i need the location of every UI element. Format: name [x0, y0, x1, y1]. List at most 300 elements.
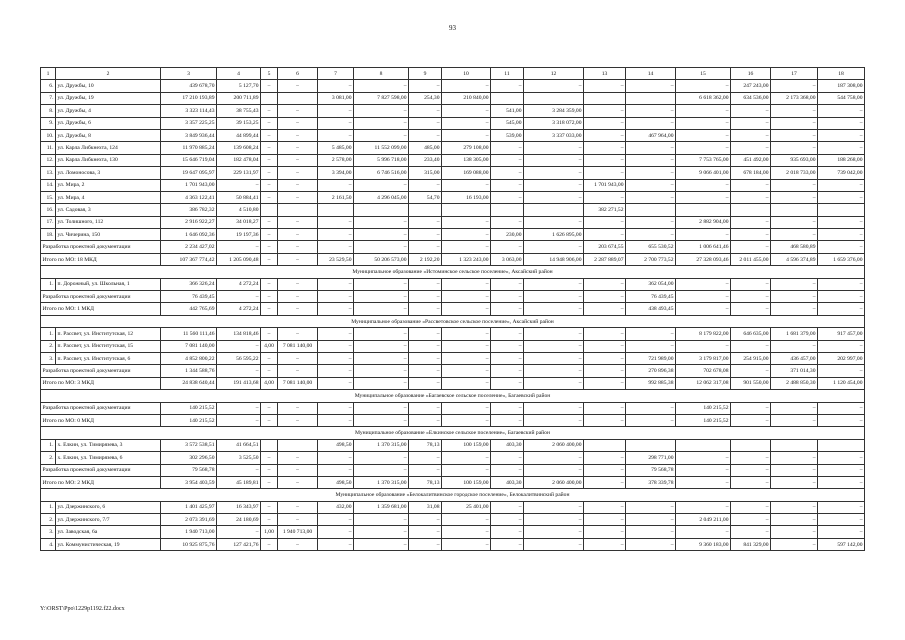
table-cell: 702 678,08 [676, 365, 731, 377]
table-cell: – [442, 402, 491, 414]
table-cell: – [491, 526, 524, 538]
table-cell: – [261, 464, 278, 476]
table-cell: 229 131,97 [217, 167, 261, 179]
table-cell: – [584, 328, 626, 340]
table-cell: 78,13 [409, 476, 442, 488]
table-cell: 4 852 800,22 [161, 352, 217, 364]
summary-label: Итого по МО: 0 МКД [41, 414, 161, 426]
row-number-cell: 2. [41, 452, 56, 464]
table-cell: – [261, 253, 278, 265]
table-cell: 298 771,00 [626, 452, 676, 464]
table-cell: – [442, 452, 491, 464]
table-cell: 739 042,00 [818, 167, 865, 179]
row-number-cell: 1. [41, 328, 56, 340]
address-cell: ул. Дружбы, 4 [56, 105, 161, 117]
table-cell: – [818, 179, 865, 191]
row-number-cell: 15. [41, 191, 56, 203]
table-row [41, 340, 865, 352]
table-cell: 7 753 765,00 [676, 154, 731, 166]
table-cell: – [524, 179, 584, 191]
address-cell: х. Елкин, ул. Тимирязева, 6 [56, 452, 161, 464]
table-cell: – [676, 340, 731, 352]
table-cell: 1 370 315,00 [354, 476, 409, 488]
table-cell: – [261, 216, 278, 228]
municipality-title: Муниципальное образование «Елкинское сельское поселение», Багаевский район [41, 427, 865, 439]
table-cell: 315,00 [409, 167, 442, 179]
address-cell: ул. Дружбы, 10 [56, 80, 161, 92]
table-cell: – [731, 402, 771, 414]
table-cell: – [818, 365, 865, 377]
row-number-cell: 18. [41, 229, 56, 241]
table-cell: – [731, 216, 771, 228]
table-cell: 188 268,00 [818, 154, 865, 166]
table-cell: 25 401,00 [442, 501, 491, 513]
municipality-title: Муниципальное образование «Истоминское сельское поселение», Аксайский район [41, 266, 865, 278]
table-cell: – [278, 216, 318, 228]
table-cell: – [584, 377, 626, 389]
table-cell: 4 272,24 [217, 278, 261, 290]
table-cell: 901 550,00 [731, 377, 771, 389]
table-cell: – [731, 278, 771, 290]
table-cell: – [626, 501, 676, 513]
table-cell: 2 060 400,00 [524, 439, 584, 451]
table-row [41, 167, 865, 179]
table-cell: – [524, 80, 584, 92]
table-cell: – [409, 291, 442, 303]
summary-row [41, 402, 865, 414]
table-cell: 6 746 516,00 [354, 167, 409, 179]
column-number-cell: 9 [409, 68, 442, 80]
table-cell: – [584, 154, 626, 166]
table-cell [771, 204, 818, 216]
table-cell: 4 510,80 [217, 204, 261, 216]
table-cell: 11 552 099,00 [354, 142, 409, 154]
table-cell: 468 580,89 [771, 241, 818, 253]
table-cell: – [584, 303, 626, 315]
table-cell: 50 206 573,00 [354, 253, 409, 265]
table-cell: 485,00 [409, 142, 442, 154]
table-cell: 1 701 943,00 [584, 179, 626, 191]
table-cell: – [354, 179, 409, 191]
row-number-cell: 1. [41, 439, 56, 451]
summary-label: Разработка проектной документации [41, 402, 161, 414]
table-cell: – [442, 80, 491, 92]
table-cell: – [318, 80, 354, 92]
address-cell: п. Рассвет, ул. Институтская, 15 [56, 340, 161, 352]
table-cell: – [318, 402, 354, 414]
table-cell: 3 357 225,25 [161, 117, 217, 129]
summary-row [41, 464, 865, 476]
table-cell: – [442, 464, 491, 476]
address-cell: ул. Заводская, 6а [56, 526, 161, 538]
table-cell: 50 884,41 [217, 191, 261, 203]
table-cell [818, 439, 865, 451]
address-cell: ул. Дзержинского, 7/7 [56, 514, 161, 526]
column-number-cell: 2 [56, 68, 161, 80]
table-cell: – [731, 452, 771, 464]
column-number-cell: 13 [584, 68, 626, 80]
table-cell: 467 964,00 [626, 129, 676, 141]
table-cell: – [442, 278, 491, 290]
table-cell: 2 073 391,69 [161, 514, 217, 526]
summary-row [41, 291, 865, 303]
table-row [41, 229, 865, 241]
table-cell [261, 92, 278, 104]
table-cell: 45 189,81 [217, 476, 261, 488]
table-cell: – [409, 229, 442, 241]
table-cell: 12 062 317,08 [676, 377, 731, 389]
table-cell: – [318, 340, 354, 352]
table-cell [626, 439, 676, 451]
table-row [41, 117, 865, 129]
table-cell: 38 755,43 [217, 105, 261, 117]
table-cell: – [261, 129, 278, 141]
table-cell: 3 284 359,00 [524, 105, 584, 117]
column-number-cell: 16 [731, 68, 771, 80]
row-number-cell: 3. [41, 352, 56, 364]
table-cell: – [818, 476, 865, 488]
table-cell: 2 018 733,00 [771, 167, 818, 179]
table-cell: – [409, 464, 442, 476]
table-cell: – [318, 117, 354, 129]
table-cell: 100 159,00 [442, 476, 491, 488]
table-cell: 2 700 773,52 [626, 253, 676, 265]
table-cell: – [676, 80, 731, 92]
table-cell: – [491, 291, 524, 303]
table-cell: – [771, 402, 818, 414]
table-cell: – [409, 303, 442, 315]
address-cell: ул. Коммунистическая, 19 [56, 538, 161, 550]
table-cell [261, 439, 278, 451]
table-cell: – [278, 117, 318, 129]
table-cell: – [491, 365, 524, 377]
table-cell: – [771, 142, 818, 154]
table-cell: 597 142,00 [818, 538, 865, 550]
table-cell: 5 996 718,00 [354, 154, 409, 166]
table-cell: – [731, 229, 771, 241]
address-cell: ул. Дружбы, 8 [56, 129, 161, 141]
table-cell: – [626, 414, 676, 426]
table-cell: – [261, 291, 278, 303]
table-cell: 4 272,24 [217, 303, 261, 315]
row-number-cell: 16. [41, 204, 56, 216]
summary-row [41, 414, 865, 426]
table-cell: – [676, 278, 731, 290]
table-cell: 254,30 [409, 92, 442, 104]
table-cell: 3 394,00 [318, 167, 354, 179]
table-cell: 44 899,44 [217, 129, 261, 141]
table-cell: 992 885,38 [626, 377, 676, 389]
table-cell: 2 234 427,02 [161, 241, 217, 253]
column-number-cell: 10 [442, 68, 491, 80]
table-cell: 19 647 095,97 [161, 167, 217, 179]
table-cell: 139 608,24 [217, 142, 261, 154]
table-cell: – [771, 291, 818, 303]
table-cell: 24 180,69 [217, 514, 261, 526]
table-cell: – [278, 105, 318, 117]
table-cell: – [626, 154, 676, 166]
table-cell: – [731, 129, 771, 141]
table-cell: – [524, 278, 584, 290]
table-cell: 39 153,25 [217, 117, 261, 129]
table-cell: 182 478,04 [217, 154, 261, 166]
table-cell: – [278, 352, 318, 364]
table-cell: 1,00 [261, 526, 278, 538]
table-cell: 34 018,27 [217, 216, 261, 228]
table-cell: – [731, 291, 771, 303]
table-cell: – [731, 476, 771, 488]
table-cell: 2 578,00 [318, 154, 354, 166]
table-cell: – [354, 278, 409, 290]
table-row [41, 328, 865, 340]
table-cell: – [442, 291, 491, 303]
table-cell: – [278, 129, 318, 141]
table-cell: – [771, 117, 818, 129]
table-cell: – [354, 117, 409, 129]
table-cell: – [261, 229, 278, 241]
table-cell: 451 492,00 [731, 154, 771, 166]
municipality-title: Муниципальное образование «Багаевское сельское поселение», Багаевский район [41, 390, 865, 402]
table-cell: – [584, 452, 626, 464]
table-cell: – [318, 452, 354, 464]
table-cell: – [318, 216, 354, 228]
table-cell: – [278, 464, 318, 476]
table-cell: – [771, 476, 818, 488]
table-cell: 3 063,00 [491, 253, 524, 265]
table-cell: 210 840,00 [442, 92, 491, 104]
table-cell: 1 701 943,00 [161, 179, 217, 191]
table-cell: – [731, 414, 771, 426]
table-cell: – [442, 179, 491, 191]
table-cell: – [217, 414, 261, 426]
summary-row [41, 377, 865, 389]
table-cell: 498,50 [318, 476, 354, 488]
table-cell: 10 925 875,76 [161, 538, 217, 550]
table-cell: – [318, 241, 354, 253]
table-cell [731, 439, 771, 451]
table-cell: – [409, 80, 442, 92]
table-cell: – [278, 191, 318, 203]
table-cell: – [442, 129, 491, 141]
address-cell: ул. Ломоносова, 3 [56, 167, 161, 179]
municipality-section-row [41, 315, 865, 327]
table-cell: – [524, 526, 584, 538]
table-cell: 1 681 379,00 [771, 328, 818, 340]
table-cell: – [524, 303, 584, 315]
table-cell: – [818, 191, 865, 203]
table-cell: – [676, 105, 731, 117]
table-cell: 1 323 243,00 [442, 253, 491, 265]
row-number-cell: 11. [41, 142, 56, 154]
table-cell: 7 081 140,00 [161, 340, 217, 352]
address-cell: ул. Чичерина, 150 [56, 229, 161, 241]
column-number-cell: 12 [524, 68, 584, 80]
table-cell: – [771, 80, 818, 92]
table-cell: 5 127,70 [217, 80, 261, 92]
table-cell: 841 329,00 [731, 538, 771, 550]
table-cell: – [491, 241, 524, 253]
row-number-cell: 6. [41, 80, 56, 92]
table-cell: – [584, 142, 626, 154]
table-cell: 3 954 403,59 [161, 476, 217, 488]
table-cell [818, 204, 865, 216]
column-number-cell: 1 [41, 68, 56, 80]
table-cell: – [442, 377, 491, 389]
table-cell: 27 328 093,46 [676, 253, 731, 265]
table-cell: – [409, 402, 442, 414]
table-cell: 79 568,78 [161, 464, 217, 476]
address-cell: ул. Толишного, 112 [56, 216, 161, 228]
summary-row [41, 476, 865, 488]
table-cell [261, 204, 278, 216]
table-cell: 14 948 906,00 [524, 253, 584, 265]
summary-label: Разработка проектной документации [41, 365, 161, 377]
table-cell: – [626, 216, 676, 228]
table-cell: 24 838 640,44 [161, 377, 217, 389]
table-cell: – [278, 154, 318, 166]
table-cell: – [584, 229, 626, 241]
table-cell: – [442, 229, 491, 241]
address-cell: ул. Мира, 2 [56, 179, 161, 191]
summary-row [41, 253, 865, 265]
table-cell: – [409, 105, 442, 117]
table-cell: 498,50 [318, 439, 354, 451]
table-cell: – [626, 514, 676, 526]
table-cell: – [442, 328, 491, 340]
municipality-section-row [41, 489, 865, 501]
table-row [41, 129, 865, 141]
table-cell: 9 360 183,00 [676, 538, 731, 550]
table-cell [491, 204, 524, 216]
table-cell: – [584, 414, 626, 426]
table-cell: – [771, 278, 818, 290]
table-cell: – [491, 167, 524, 179]
table-cell: – [771, 216, 818, 228]
table-cell: – [676, 452, 731, 464]
table-cell: 187 308,00 [818, 80, 865, 92]
table-cell: – [442, 414, 491, 426]
row-number-cell: 13. [41, 167, 56, 179]
table-cell: – [491, 514, 524, 526]
table-cell [318, 204, 354, 216]
table-cell: – [676, 526, 731, 538]
table-cell: – [278, 167, 318, 179]
table-cell: – [261, 402, 278, 414]
table-cell: 386 782,32 [161, 204, 217, 216]
table-row [41, 204, 865, 216]
table-cell: – [584, 365, 626, 377]
table-cell: – [771, 514, 818, 526]
table-cell: 1 359 681,00 [354, 501, 409, 513]
table-cell: – [818, 414, 865, 426]
table-cell: 544 758,00 [818, 92, 865, 104]
table-cell: – [409, 328, 442, 340]
row-number-cell: 10. [41, 129, 56, 141]
table-cell: – [278, 402, 318, 414]
table-cell: – [524, 154, 584, 166]
table-cell: 2 287 889,07 [584, 253, 626, 265]
table-cell: – [217, 365, 261, 377]
table-row [41, 278, 865, 290]
table-cell: – [676, 476, 731, 488]
table-cell: – [261, 365, 278, 377]
table-cell: – [771, 191, 818, 203]
table-cell [626, 204, 676, 216]
table-cell: – [818, 464, 865, 476]
table-cell [409, 204, 442, 216]
table-cell: – [818, 452, 865, 464]
table-cell: 403,30 [491, 476, 524, 488]
table-cell: – [491, 80, 524, 92]
table-cell: – [354, 241, 409, 253]
table-cell: 230,00 [491, 229, 524, 241]
table-cell: – [278, 414, 318, 426]
address-cell: ул. Карла Либкнехта, 124 [56, 142, 161, 154]
table-cell: – [409, 117, 442, 129]
table-cell: 202 997,00 [818, 352, 865, 364]
table-cell: 438 493,45 [626, 303, 676, 315]
table-cell: 1 344 588,76 [161, 365, 217, 377]
table-cell: 140 215,52 [161, 414, 217, 426]
table-cell: – [731, 142, 771, 154]
table-cell: – [261, 154, 278, 166]
column-number-cell: 4 [217, 68, 261, 80]
table-cell: – [524, 538, 584, 550]
table-cell: – [584, 538, 626, 550]
table-cell: – [626, 80, 676, 92]
table-cell: – [491, 278, 524, 290]
table-cell: 270 896,38 [626, 365, 676, 377]
table-cell: 3 337 033,00 [524, 129, 584, 141]
table-cell: 107 367 774,42 [161, 253, 217, 265]
table-cell: 3 572 538,51 [161, 439, 217, 451]
table-cell: 432,00 [318, 501, 354, 513]
table-cell: – [626, 538, 676, 550]
table-cell: – [278, 476, 318, 488]
table-cell: – [626, 191, 676, 203]
table-cell: – [354, 216, 409, 228]
table-cell: – [261, 142, 278, 154]
table-cell: 254 915,00 [731, 352, 771, 364]
summary-row [41, 365, 865, 377]
table-cell: – [584, 129, 626, 141]
column-number-cell: 6 [278, 68, 318, 80]
row-number-cell: 8. [41, 105, 56, 117]
table-cell: – [818, 129, 865, 141]
table-cell: 439 678,70 [161, 80, 217, 92]
table-cell: – [318, 526, 354, 538]
address-cell: ул. Дзержинского, 6 [56, 501, 161, 513]
table-cell: – [626, 340, 676, 352]
table-cell: – [278, 278, 318, 290]
table-cell: – [818, 501, 865, 513]
column-number-cell: 15 [676, 68, 731, 80]
table-row [41, 179, 865, 191]
table-row [41, 352, 865, 364]
table-cell: 138 305,00 [442, 154, 491, 166]
table-cell [354, 204, 409, 216]
table-cell: 935 693,00 [771, 154, 818, 166]
table-cell: – [584, 80, 626, 92]
summary-label: Итого по МО: 2 МКД [41, 476, 161, 488]
table-cell: 3 849 936,44 [161, 129, 217, 141]
table-row [41, 154, 865, 166]
table-cell: – [354, 291, 409, 303]
table-cell: – [442, 241, 491, 253]
table-cell: – [354, 328, 409, 340]
table-cell: – [524, 402, 584, 414]
column-number-cell: 3 [161, 68, 217, 80]
